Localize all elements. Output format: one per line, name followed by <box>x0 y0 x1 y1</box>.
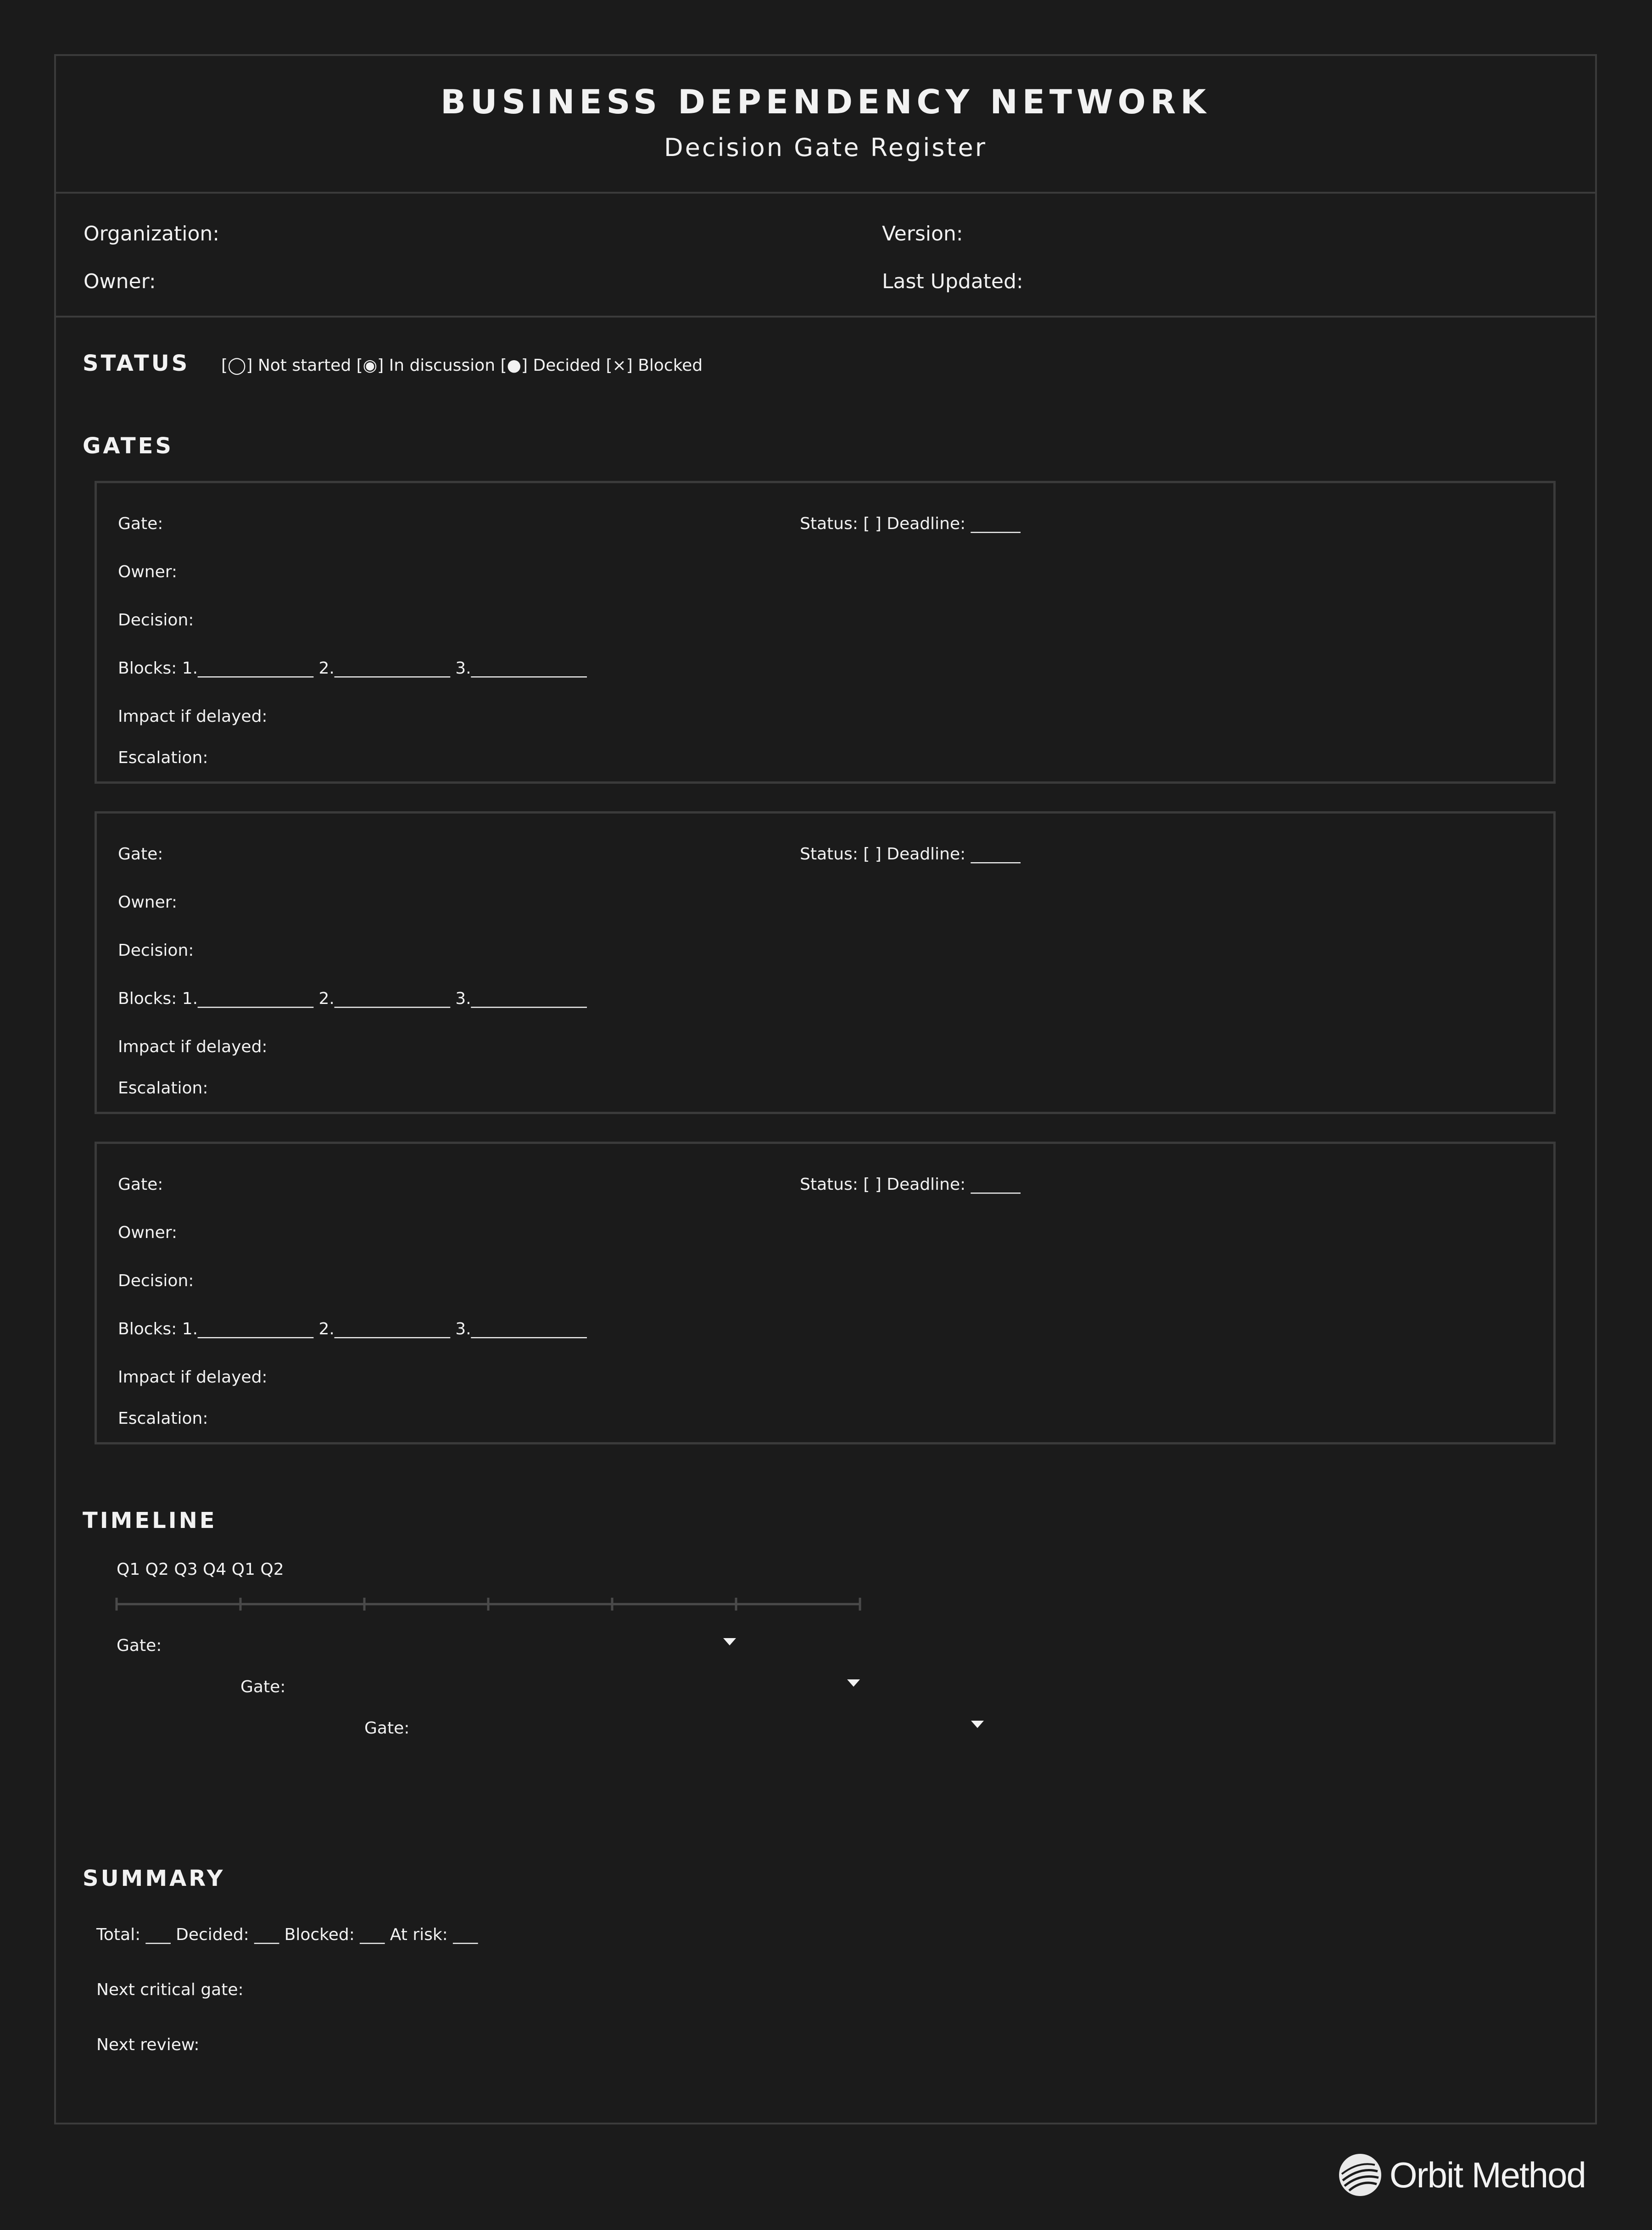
summary-heading: SUMMARY <box>83 1866 225 1891</box>
timeline-heading: TIMELINE <box>83 1508 217 1533</box>
gate-blocks-label: Blocks: 1.______________ 2.______________ 3.______________ <box>118 1320 587 1338</box>
gate-blocks-label: Blocks: 1.______________ 2.______________ 3.______________ <box>118 989 587 1008</box>
gates-heading: GATES <box>83 433 173 459</box>
meta-block <box>56 194 1595 318</box>
gate-card <box>95 811 1556 1114</box>
page-header <box>56 56 1595 194</box>
status-heading: STATUS <box>83 351 190 376</box>
page-subtitle: Decision Gate Register <box>664 133 987 162</box>
gate-escalation-label: Escalation: <box>118 748 208 767</box>
gate-decision-label: Decision: <box>118 941 194 960</box>
deadline-marker-icon <box>723 1638 736 1645</box>
timeline-gate-label: Gate: <box>240 1678 286 1696</box>
last-updated-label: Last Updated: <box>882 270 1023 293</box>
gate-blocks-label: Blocks: 1.______________ 2.______________ 3.______________ <box>118 659 587 678</box>
gate-owner-label: Owner: <box>118 563 178 581</box>
timeline-axis <box>115 1595 867 1613</box>
gate-decision-label: Decision: <box>118 1271 194 1290</box>
next-critical-gate-label: Next critical gate: <box>96 1980 244 1999</box>
status-legend: [◯] Not started [◉] In discussion [●] Decided [×] Blocked <box>221 356 703 375</box>
timeline-quarter-labels: Q1 Q2 Q3 Q4 Q1 Q2 <box>117 1560 284 1579</box>
organization-label: Organization: <box>84 222 220 245</box>
gate-impact-label: Impact if delayed: <box>118 1037 268 1056</box>
gate-label: Gate: <box>118 1175 163 1194</box>
timeline-gate-label: Gate: <box>364 1719 410 1738</box>
deadline-marker-icon <box>971 1721 984 1728</box>
gate-label: Gate: <box>118 845 163 864</box>
page-title: BUSINESS DEPENDENCY NETWORK <box>441 83 1211 121</box>
gate-card <box>95 481 1556 784</box>
gate-label: Gate: <box>118 514 163 533</box>
gate-impact-label: Impact if delayed: <box>118 707 268 726</box>
gate-owner-label: Owner: <box>118 1223 178 1242</box>
brand-name: Orbit Method <box>1390 2154 1585 2195</box>
gate-escalation-label: Escalation: <box>118 1079 208 1098</box>
gate-impact-label: Impact if delayed: <box>118 1368 268 1387</box>
gate-card <box>95 1142 1556 1444</box>
gate-decision-label: Decision: <box>118 611 194 630</box>
gate-escalation-label: Escalation: <box>118 1409 208 1428</box>
summary-counts: Total: ___ Decided: ___ Blocked: ___ At risk: ___ <box>96 1925 478 1944</box>
gate-owner-label: Owner: <box>118 893 178 912</box>
orbit-logo-icon <box>1338 2153 1382 2197</box>
brand-logo <box>1338 2153 1585 2197</box>
next-review-label: Next review: <box>96 2035 200 2054</box>
timeline-gate-label: Gate: <box>117 1636 162 1655</box>
deadline-marker-icon <box>847 1679 860 1687</box>
gate-status-deadline: Status: [ ] Deadline: ______ <box>800 845 1021 864</box>
gate-status-deadline: Status: [ ] Deadline: ______ <box>800 1175 1021 1194</box>
owner-label: Owner: <box>84 270 156 293</box>
gate-status-deadline: Status: [ ] Deadline: ______ <box>800 514 1021 533</box>
version-label: Version: <box>882 222 963 245</box>
